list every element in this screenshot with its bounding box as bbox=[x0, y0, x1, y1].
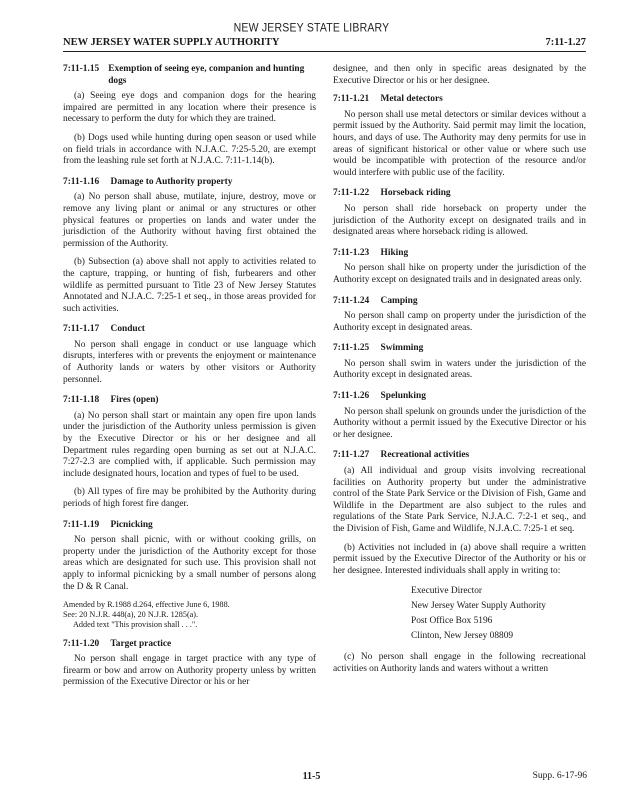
paragraph: No person shall engage in target practice with any type of firearm or bow and arrow on Authority property unless by written permission of the Executive Director or his or her bbox=[63, 654, 316, 688]
right-column bbox=[333, 64, 586, 685]
section-7-11-1-23 bbox=[333, 248, 586, 287]
address-line: Post Office Box 5196 bbox=[411, 616, 493, 627]
left-column bbox=[63, 64, 316, 698]
section-heading bbox=[333, 343, 586, 355]
section-title: Hiking bbox=[380, 247, 409, 258]
section-number: 7:11-1.20 bbox=[63, 638, 100, 649]
address-line: Clinton, New Jersey 08809 bbox=[411, 631, 514, 642]
section-heading bbox=[333, 248, 586, 260]
section-7-11-1-19 bbox=[63, 520, 316, 630]
section-number: 7:11-1.15 bbox=[63, 64, 100, 74]
section-number: 7:11-1.26 bbox=[333, 391, 370, 402]
paragraph: No person shall swim in waters under the jurisdiction of the Authority except in designated areas. bbox=[333, 358, 586, 381]
section-title: Horseback riding bbox=[380, 188, 451, 199]
section-number: 7:11-1.21 bbox=[333, 94, 370, 105]
history-note-line: Added text "This provision shall . . .". bbox=[73, 619, 198, 629]
section-title: Metal detectors bbox=[380, 94, 443, 105]
section-number: 7:11-1.27 bbox=[333, 450, 370, 461]
section-number: 7:11-1.23 bbox=[333, 247, 370, 258]
section-7-11-1-21 bbox=[333, 94, 586, 179]
section-title: Conduct bbox=[110, 324, 145, 335]
page-body bbox=[63, 64, 586, 764]
paragraph: No person shall picnic, with or without cooking grills, on property under the jurisdiction of the Authority except for those areas which are designated for such use. This provision shall not apply to informal picnicking by a small number of persons along the D & R Canal. bbox=[63, 535, 316, 592]
section-number: 7:11-1.17 bbox=[63, 324, 100, 335]
paragraph: No person shall camp on property under the jurisdiction of the Authority except in designated areas. bbox=[333, 311, 586, 333]
section-7-11-1-18 bbox=[63, 395, 316, 510]
paragraph: No person shall hike on property under the jurisdiction of the Authority except on designated trails and in designated areas only. bbox=[333, 263, 586, 285]
section-7-11-1-26 bbox=[333, 391, 586, 441]
section-title: Camping bbox=[380, 295, 418, 306]
paragraph: No person shall ride horseback on property under the jurisdiction of the Authority except on designated trails and in designated areas where horseback riding is allowed. bbox=[333, 203, 586, 238]
section-title: Fires (open) bbox=[110, 395, 159, 406]
supplement-date: Supp. 6-17-96 bbox=[532, 771, 587, 781]
section-title: Damage to Authority property bbox=[110, 176, 233, 187]
section-heading bbox=[63, 639, 316, 651]
address-line: Executive Director bbox=[411, 586, 483, 597]
history-note-line: Amended by R.1988 d.264, effective June 6, 1988. bbox=[63, 600, 230, 610]
section-heading bbox=[63, 324, 316, 336]
history-note bbox=[63, 600, 316, 629]
paragraph: (b) Dogs used while hunting during open season or used while on field trials in accordance with N.J.A.C. 7:25-5.20, are exempt from the leashing rule set forth at N.J.A.C. 7:11-1.14(b). bbox=[63, 132, 316, 167]
section-title: Recreational activities bbox=[380, 450, 470, 461]
paragraph: (b) All types of fire may be prohibited by the Authority during periods of high forest fire danger. bbox=[63, 487, 316, 509]
paragraph: (a) No person shall start or maintain any open fire upon lands under the jurisdiction of the Authority unless permission is given by the Executive Director or his or her designee and all Department rules regarding open burning as set out at N.J.A.C. 7:27-2.3 are complied with, if applicable. Such permission may include designated hours, location and types of fuel to be used. bbox=[63, 410, 316, 479]
section-heading bbox=[333, 391, 586, 403]
header-agency: NEW JERSEY WATER SUPPLY AUTHORITY bbox=[63, 37, 280, 48]
section-7-11-1-16 bbox=[63, 177, 316, 316]
section-heading bbox=[63, 177, 316, 189]
section-heading bbox=[63, 395, 316, 407]
paragraph: (b) Activities not included in (a) above shall require a written permit issued by the Executive Director of the Authority or his or her designee. Interested individuals shall apply in writing to: bbox=[333, 542, 586, 576]
section-number: 7:11-1.22 bbox=[333, 188, 370, 199]
address-line: New Jersey Water Supply Authority bbox=[411, 601, 546, 612]
paragraph: (a) Seeing eye dogs and companion dogs for the hearing impaired are permitted in any location where their presence is necessary to perform the duty for which they are trained. bbox=[63, 91, 316, 125]
section-title: Swimming bbox=[380, 343, 424, 354]
paragraph: (b) Subsection (a) above shall not apply to activities related to the capture, trapping, or hunting of fish, furbearers and other wildlife as permitted pursuant to Title 23 of New Jersey Statutes Annotated and N.J.A.C. 7:25-1 et seq., in those areas provided for such activities. bbox=[63, 257, 316, 314]
section-7-11-1-27 bbox=[333, 450, 586, 675]
section-number: 7:11-1.25 bbox=[333, 343, 370, 354]
header-section-number: 7:11-1.27 bbox=[545, 37, 586, 48]
history-note-line: See: 20 N.J.R. 448(a), 20 N.J.R. 1285(a). bbox=[63, 609, 199, 619]
section-7-11-1-17 bbox=[63, 324, 316, 386]
paragraph: No person shall engage in conduct or use language which disrupts, interferes with or prevents the enjoyment or maintenance of Authority lands or waters by other visitors or Authority personnel. bbox=[63, 339, 316, 385]
paragraph: No person shall spelunk on grounds under the jurisdiction of the Authority without a permit issued by the Executive Director or his or her designee. bbox=[333, 406, 586, 440]
section-heading bbox=[333, 450, 586, 462]
mailing-address bbox=[411, 584, 586, 644]
section-7-11-1-20 bbox=[63, 639, 316, 689]
page-number: 11-5 bbox=[302, 771, 321, 782]
section-heading bbox=[333, 94, 586, 106]
section-title: Spelunking bbox=[380, 391, 426, 402]
section-heading bbox=[333, 188, 586, 200]
paragraph: (a) All individual and group visits involving recreational facilities on Authority property but under the administrative control of the State Park Service or the Division of Fish, Game and Wildlife in the Department are also subject to the rules and regulations of the State Park Service, N.J.A.C. 7:2-1 et seq., and the Division of Fish, Game and Wildlife, N.J.A.C. 7:25-1 et seq. bbox=[333, 466, 586, 534]
section-title: Picnicking bbox=[110, 519, 153, 530]
continued-paragraph: designee, and then only in specific areas designated by the Executive Director or his or her designee. bbox=[333, 64, 586, 86]
section-heading bbox=[63, 64, 316, 87]
paragraph: No person shall use metal detectors or similar devices without a permit issued by the Authority. Said permit may limit the location, hours, and days of use. The Authority may deny permits for use in areas of significant historical or other value or where such use would be incompatible with protection of the resource and/or would interfere with public use of the facility. bbox=[333, 109, 586, 178]
section-heading bbox=[333, 296, 586, 308]
library-stamp: NEW JERSEY STATE LIBRARY bbox=[233, 21, 390, 35]
section-7-11-1-22 bbox=[333, 188, 586, 238]
section-7-11-1-25 bbox=[333, 343, 586, 382]
paragraph: (a) No person shall abuse, mutilate, injure, destroy, move or remove any living plant or animal or any structures or other physical features or properties on lands and water under the jurisdiction of the Authority without having first obtained the permission of the Authority. bbox=[63, 192, 316, 249]
paragraph: (c) No person shall engage in the following recreational activities on Authority lands and waters without a written bbox=[333, 652, 586, 674]
section-number: 7:11-1.18 bbox=[63, 395, 100, 406]
section-7-11-1-24 bbox=[333, 296, 586, 335]
running-head bbox=[63, 37, 586, 52]
section-title: Exemption of seeing eye, companion and hunting dogs bbox=[108, 64, 305, 86]
section-number: 7:11-1.16 bbox=[63, 176, 100, 187]
section-number: 7:11-1.24 bbox=[333, 295, 370, 306]
section-7-11-1-15 bbox=[63, 64, 316, 168]
section-number: 7:11-1.19 bbox=[63, 519, 100, 530]
section-title: Target practice bbox=[110, 638, 172, 649]
section-heading bbox=[63, 520, 316, 532]
